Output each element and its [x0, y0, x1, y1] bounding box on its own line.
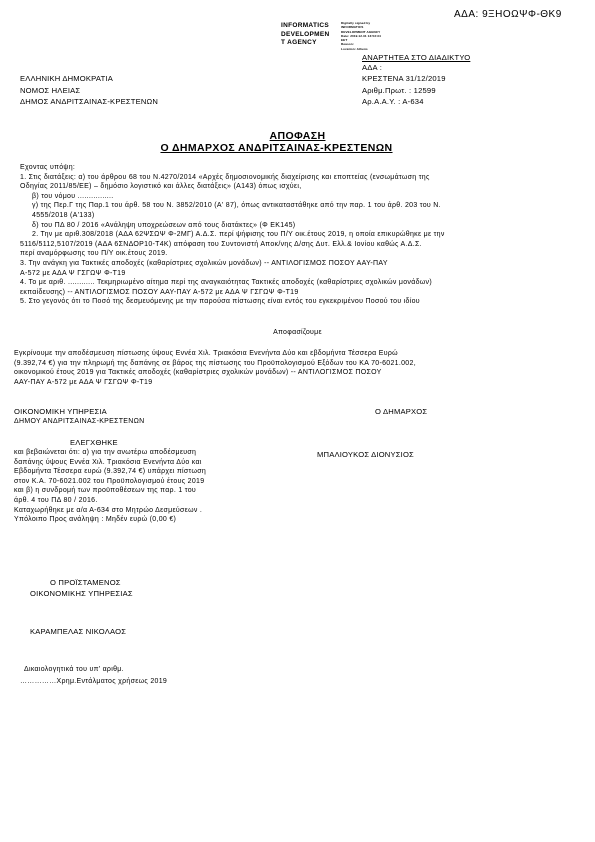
financial-service-municipality: ΔΗΜΟΥ ΑΝΔΡΙΤΣΑΙΝΑΣ-ΚΡΕΣΤΕΝΩΝ: [14, 418, 145, 425]
stamp-line: EET: [341, 38, 348, 43]
aay-number: Αρ.Α.Α.Υ. : Α-634: [362, 97, 424, 106]
chief-department: ΟΙΚΟΝΟΜΙΚΗΣ ΥΠΗΡΕΣΙΑΣ: [30, 589, 133, 598]
decision-line: ΑΑΥ-ΠΑΥ Α-572 με ΑΔΑ Ψ ΓΣΓΩΨ Φ-Τ19: [14, 378, 153, 386]
document-title: ΑΠΟΦΑΣΗ: [269, 130, 326, 142]
agency-line: DEVELOPMEN: [281, 30, 330, 38]
consideration-line: εκπαίδευσης) -- ΑΝΤΙΛΟΓΙΣΜΟΣ ΠΟΣΟΥ ΑΑΥ-ΠΑΥ Α-572 με ΑΔΑ Ψ ΓΣΓΩΨ Φ-Τ19: [20, 288, 299, 296]
checked-line: Εβδομήντα Τέσσερα ευρώ (9.392,74 €) υπάρχει πίστωση: [14, 468, 207, 476]
decision-line: (9.392,74 €) για την πληρωμή της δαπάνης σε βάρος της πίστωσης του Προϋπολογισμού Εξόδων του ΚΑ 70-6021.002,: [14, 359, 416, 367]
checked-line: Καταχωρήθηκε με α/α Α-634 στο Μητρώο Δεσμεύσεων .: [14, 506, 203, 514]
checked-line: στον Κ.Α. 70-6021.002 του Προϋπολογισμού έτους 2019: [14, 477, 205, 485]
protocol-number: Αριθμ.Πρωτ. : 12599: [362, 86, 436, 95]
decision-block: [14, 349, 416, 387]
stamp-line: Date: 2019.12.31 13:53:34: [341, 33, 381, 38]
checked-heading: ΕΛΕΓΧΘΗΚΕ: [70, 438, 118, 447]
consideration-line: Α-572 με ΑΔΑ Ψ ΓΣΓΩΨ Φ-Τ19: [20, 269, 126, 277]
consideration-line: β) του νόμου ................: [32, 192, 114, 200]
checked-line: άρθ. 4 του ΠΔ 80 / 2016.: [14, 496, 98, 504]
consideration-line: 5. Στο γεγονός ότι το Ποσό της δεσμευόμενης με την παρούσα πίστωσης είναι εντός του εγκεκριμένου Ποσού του ιδίου: [20, 298, 420, 306]
consideration-line: Οδηγίας 2011/85/ΕΕ) – δημόσιο λογιστικό και άλλες διατάξεις» (Α143) όπως ισχύει,: [20, 183, 302, 191]
header-prefecture: ΝΟΜΟΣ ΗΛΕΙΑΣ: [20, 86, 81, 95]
chief-title: Ο ΠΡΟΪΣΤΑΜΕΝΟΣ: [50, 578, 121, 587]
consideration-line: 2. Την με αριθ.308/2018 (ΑΔΑ 62ΨΣΩΨ Φ-2ΜΓ) Α.Δ.Σ. περί ψήφισης του Π/Υ οικ.έτους 2019, η οποία επικυρώθηκε με την: [32, 231, 445, 239]
decision-line: οικονομικού έτους 2019 για Τακτικές αποδοχές (καθαρίστριες σχολικών μονάδων) -- ΑΝΤΙΛΟΓΙΣΜΟΣ ΠΟΣΟΥ: [14, 369, 382, 377]
stamp-line: DEVELOPMENT AGENCY: [341, 29, 381, 34]
considerations-block: [20, 163, 445, 307]
header-municipality: ΔΗΜΟΣ ΑΝΔΡΙΤΣΑΙΝΑΣ-ΚΡΕΣΤΕΝΩΝ: [20, 97, 159, 106]
consideration-line: 4555/2018 (Α'133): [32, 211, 95, 219]
consideration-line: 4. Το με αριθ. ............ Τεκμηριωμένο αίτημα περί της αναγκαιότητας Τακτικές αποδοχές (καθαρίστριες σχολικών μονάδων): [20, 279, 432, 287]
agency-line: INFORMATICS: [281, 22, 329, 29]
consideration-line: 5116/5112,5107/2019 (ΑΔΑ 6ΣΝΔΟΡ10-Τ4Κ) απόφαση του Συντονιστή Αποκ/νης Δ/σης Δυτ. Ελλ.& Ιονίου καθώς Α.Δ.Σ.: [20, 240, 422, 248]
consideration-line: Εχοντας υπόψη:: [20, 164, 76, 171]
place-date: ΚΡΕΣΤΕΝΑ 31/12/2019: [362, 74, 446, 83]
ada-code-top: ΑΔΑ: 9ΞΗΟΩΨΦ-ΘΚ9: [454, 9, 562, 20]
chief-name: ΚΑΡΑΜΠΕΛΑΣ ΝΙΚΟΛΑΟΣ: [30, 627, 127, 636]
consideration-line: 1. Στις διατάξεις: α) του άρθρου 68 του Ν.4270/2014 «Αρχές δημοσιονομικής διαχείρισης και εποπτείας (ενσωμάτωση της: [20, 173, 430, 181]
checked-line: Υπόλοιπο Προς ανάληψη : Μηδέν ευρώ (0,00 €): [14, 516, 177, 524]
footer-warrant: ……………Χρημ.Εντάλματος χρήσεως 2019: [20, 678, 168, 685]
consideration-line: 3. Την ανάγκη για Τακτικές αποδοχές (καθαρίστριες σχολικών μονάδων) -- ΑΝΤΙΛΟΓΙΣΜΟΣ ΠΟΣΟΥ ΑΑΥ-ΠΑΥ: [20, 259, 388, 267]
stamp-line: Digitally signed by: [341, 21, 371, 25]
consideration-line: δ) του ΠΔ 80 / 2016 «Ανάληψη υποχρεώσεων από τους διατάκτες» (Φ ΕΚ145): [32, 221, 296, 229]
header-republic: ΕΛΛΗΝΙΚΗ ΔΗΜΟΚΡΑΤΙΑ: [20, 74, 113, 83]
digital-signature-stamp: [341, 21, 381, 51]
agency-line: T AGENCY: [281, 39, 317, 46]
mayor-name: ΜΠΑΛΙΟΥΚΟΣ ΔΙΟΝΥΣΙΟΣ: [317, 450, 414, 459]
footer-documents: Δικαιολογητικά του υπ' αριθμ.: [24, 666, 124, 673]
checked-line: δαπάνης ύψους Εννέα Χιλ. Τριακόσια Ενενήντα Δύο και: [14, 458, 202, 466]
stamp-line: INFORMATICS: [341, 25, 364, 30]
document-subtitle: Ο ΔΗΜΑΡΧΟΣ ΑΝΔΡΙΤΣΑΙΝΑΣ-ΚΡΕΣΤΕΝΩΝ: [160, 142, 393, 154]
checked-line: και βεβαιώνεται ότι: α) για την ανωτέρω αποδέσμευση: [14, 449, 197, 456]
web-publish-label: ΑΝΑΡΤΗΤΕΑ ΣΤΟ ΔΙΑΔΙΚΤΥΟ: [362, 53, 471, 62]
stamp-line: Location: Athens: [341, 46, 368, 51]
checked-block: [14, 448, 206, 525]
ada-line: ΑΔΑ :: [362, 63, 383, 72]
consideration-line: γ) της Περ.Γ της Παρ.1 του άρθ. 58 του Ν. 3852/2010 (Α' 87), όπως αντικαταστάθηκε από την παρ. 1 του άρθ. 203 του Ν.: [32, 202, 441, 210]
mayor-label: Ο ΔΗΜΑΡΧΟΣ: [375, 407, 428, 416]
checked-line: και β) η συνδρομή των προϋποθέσεων της παρ. 1 του: [14, 487, 197, 495]
stamp-line: Reason:: [341, 42, 354, 47]
decide-heading: Αποφασίζουμε: [273, 329, 322, 336]
financial-service-label: ΟΙΚΟΝΟΜΙΚΗ ΥΠΗΡΕΣΙΑ: [14, 407, 107, 416]
consideration-line: περί αναμόρφωσης του Π/Υ οικ.έτους 2019.: [20, 250, 168, 258]
agency-name: [281, 22, 330, 48]
decision-line: Εγκρίνουμε την αποδέσμευση πίστωσης ύψους Εννέα Χιλ. Τριακόσια Ενενήντα Δύο και εβδομήντα Τέσσερα Ευρώ: [14, 350, 398, 357]
